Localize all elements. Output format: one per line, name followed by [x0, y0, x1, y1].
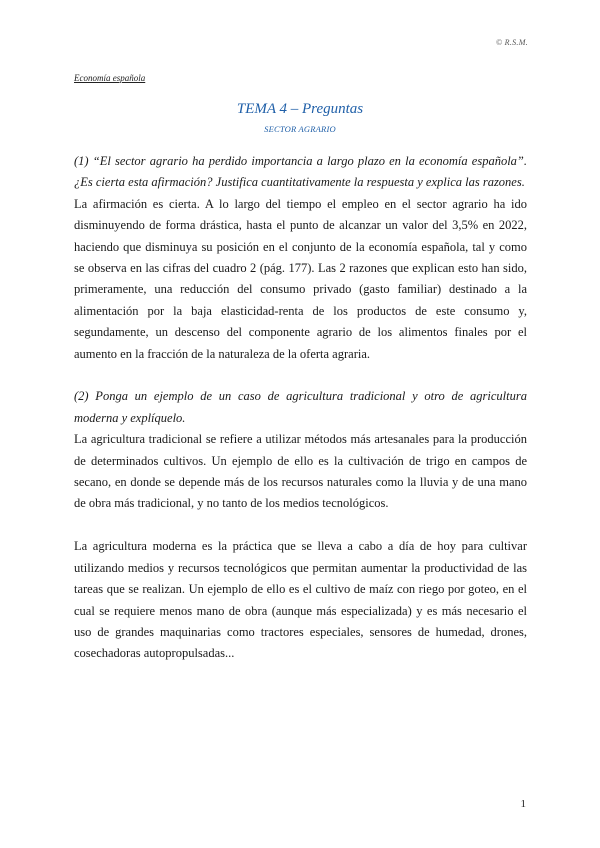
question-text: (2) Ponga un ejemplo de un caso de agricultura tradicional y otro de agricultura moderna y explíquelo. [74, 389, 527, 425]
question-text: (1) “El sector agrario ha perdido importancia a largo plazo en la economía española”. ¿Es cierta esta afirmación? Justifica cuantitativamente la respuesta y explica las razones. [74, 154, 527, 190]
page-subtitle: SECTOR AGRARIO [264, 124, 336, 134]
document-body [74, 151, 527, 665]
page-number: 1 [520, 798, 526, 810]
question-block-1 [74, 151, 527, 365]
answer-paragraph: La afirmación es cierta. A lo largo del tiempo el empleo en el sector agrario ha ido disminuyendo de forma drástica, hasta el punto de alcanzar un valor del 3,5% en 2022, haciendo que disminuya su posición en el conjunto de la economía española, tal y como se observa en las cifras del cuadro 2 (pág. 177). Las 2 razones que explican esto han sido, primeramente, una reducción del consumo privado (gasto familiar) destinado a la alimentación por la baja elasticidad-renta de los productos de este consumo y, segundamente, un descenso del componente agrario de los alimentos finales por el aumento en la fracción de la naturaleza de la oferta agraria. [74, 196, 527, 361]
subject-heading: Economía española [74, 73, 146, 83]
copyright-notice: © R.S.M. [495, 38, 528, 47]
page-title: TEMA 4 – Preguntas [236, 101, 364, 117]
answer-paragraph: La agricultura moderna es la práctica que se lleva a cabo a día de hoy para cultivar utilizando medios y recursos tecnológicos que permitan aumentar la productividad de las tareas que se realizan. Un ejemplo de ello es el cultivo de maíz con riego por goteo, en el cual se requiere menos mano de obra (aunque más especializada) y es más necesario el uso de grandes maquinarias como tractores especiales, sensores de humedad, drones, cosechadoras autopropulsadas... [74, 539, 527, 661]
paragraph-gap [74, 515, 527, 536]
question-block-2 [74, 386, 527, 664]
answer-paragraph: La agricultura tradicional se refiere a utilizar métodos más artesanales para la producción de determinados cultivos. Un ejemplo de ello es la cultivación de trigo en campos de secano, en donde se depende más de los recursos naturales como la lluvia y de una mano de obra más tradicional, y no tanto de los medios tecnológicos. [74, 432, 527, 511]
paragraph-gap [74, 365, 527, 386]
